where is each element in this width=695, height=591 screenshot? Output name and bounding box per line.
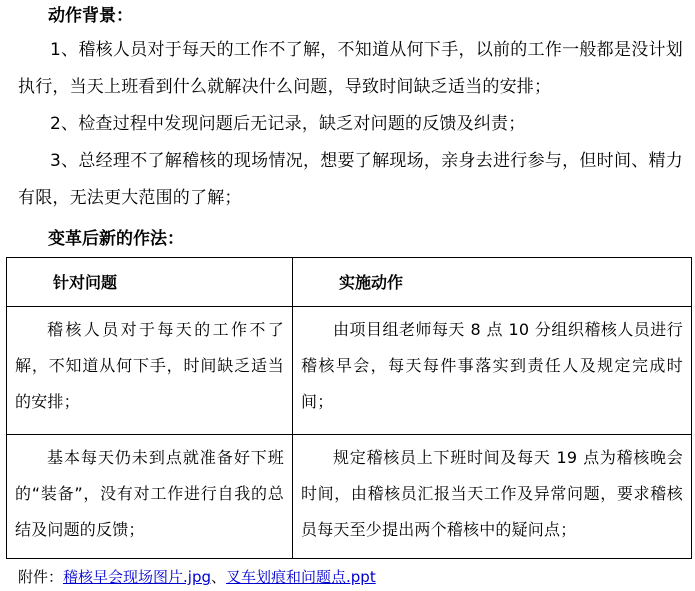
problem-text: 稽核人员对于每天的工作不了解，不知道从何下手，时间缺乏适当的安排； — [15, 320, 284, 411]
column-header-action: 实施动作 — [293, 258, 692, 307]
action-cell — [293, 435, 692, 559]
action-cell — [293, 307, 692, 435]
problem-cell — [7, 307, 293, 435]
background-item-3: 3、总经理不了解稽核的现场情况，想要了解现场，亲身去进行参与，但时间、精力有限，无法更大范围的了解； — [18, 151, 683, 208]
background-item-1: 1、稽核人员对于每天的工作不了解，不知道从何下手，以前的工作一般都是没计划执行，当天上班看到什么就解决什么问题，导致时间缺乏适当的安排； — [18, 40, 683, 97]
action-text: 由项目组老师每天 8 点 10 分组织稽核人员进行稽核早会，每天每件事落实到责任人及规定完成时间； — [301, 320, 683, 411]
attachment-separator: 、 — [211, 568, 227, 586]
table-header-row — [7, 258, 692, 307]
attachment-link-ppt[interactable]: 叉车划痕和问题点.ppt — [226, 568, 376, 586]
attachment-link-photo[interactable]: 稽核早会现场图片.jpg — [63, 568, 211, 586]
attachments-line — [18, 566, 376, 588]
table-row — [7, 307, 692, 435]
column-header-problem: 针对问题 — [7, 258, 293, 307]
table-row — [7, 435, 692, 559]
attachments-label: 附件： — [18, 568, 64, 586]
problem-cell — [7, 435, 293, 559]
background-heading: 动作背景： — [48, 6, 133, 26]
new-method-heading: 变革后新的作法： — [48, 229, 184, 249]
action-text: 规定稽核员上下班时间及每天 19 点为稽核晚会时间，由稽核员汇报当天工作及异常问题，要求稽核员每天至少提出两个稽核中的疑问点； — [301, 448, 683, 539]
background-item-2: 2、检查过程中发现问题后无记录，缺乏对问题的反馈及纠责； — [50, 114, 526, 134]
problem-text: 基本每天仍未到点就准备好下班的“装备”，没有对工作进行自我的总结及问题的反馈； — [15, 448, 284, 539]
measures-table — [6, 257, 692, 559]
